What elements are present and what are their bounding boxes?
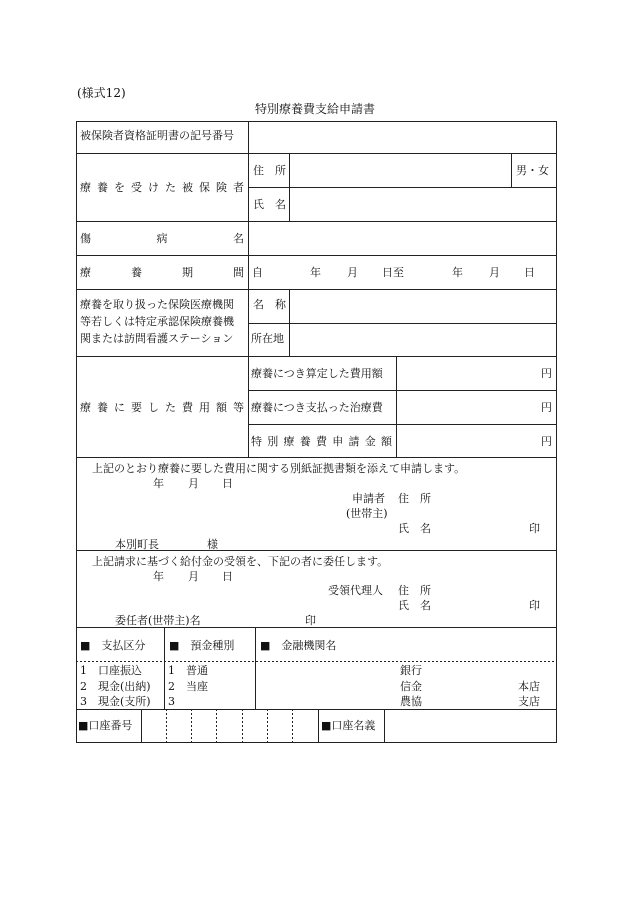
gender-selector[interactable]: 男・女 xyxy=(516,164,549,177)
period-year-1: 年 xyxy=(310,266,321,279)
delegator-label: 委任者(世帯主)名 xyxy=(115,614,201,627)
delegation-text: 上記請求に基づく給付金の受領を、下記の者に委任します。 xyxy=(92,555,389,568)
agent-seal: 印 xyxy=(529,599,540,612)
facility-location-label: 所在地 xyxy=(251,332,284,345)
cost-calculated-label: 療養につき算定した費用額 xyxy=(251,367,383,380)
period-month-2: 月 xyxy=(489,266,500,279)
addressee-honorific: 様 xyxy=(207,538,218,551)
address-field[interactable] xyxy=(291,155,509,186)
cost-paid-label: 療養につき支払った治療費 xyxy=(251,401,383,414)
agent-address-label: 住 所 xyxy=(398,584,431,597)
facility-location-field[interactable] xyxy=(291,325,555,355)
period-month-1: 月 xyxy=(347,266,358,279)
applicant-label: 申請者 xyxy=(352,492,385,505)
agent-label: 受領代理人 xyxy=(328,584,383,597)
declaration-year: 年 xyxy=(153,477,164,490)
branch-type-head-office: 本店 xyxy=(518,680,540,693)
period-day-to: 日至 xyxy=(382,266,404,279)
payment-method-option[interactable]: 2 現金(出納) xyxy=(80,680,151,693)
bank-type-credit-union: 信金 xyxy=(400,680,422,693)
period-label: 療 養 期 間 xyxy=(80,266,244,279)
cert-number-label: 被保険者資格証明書の記号番号 xyxy=(80,129,234,142)
address-label: 住 所 xyxy=(253,164,286,177)
account-number-label: ■口座番号 xyxy=(78,719,133,732)
deposit-type-option[interactable]: 3 xyxy=(168,695,175,708)
applicant-address-label: 住 所 xyxy=(398,492,431,505)
householder-label: (世帯主) xyxy=(346,507,388,520)
delegation-day: 日 xyxy=(222,570,233,583)
facility-label-line-2: 等若しくは特定承認保険療養機 xyxy=(80,315,234,328)
form-number-label: (様式12) xyxy=(77,86,126,100)
payment-method-header: ■ 支払区分 xyxy=(80,639,146,652)
cost-request-field[interactable] xyxy=(398,426,538,456)
cost-calculated-field[interactable] xyxy=(398,358,538,389)
bank-name-header: ■ 金融機関名 xyxy=(260,639,337,652)
costs-label: 療 養 に 要 し た 費 用 額 等 xyxy=(80,401,244,414)
injury-field[interactable] xyxy=(250,223,556,254)
delegator-seal: 印 xyxy=(305,614,316,627)
declaration-day: 日 xyxy=(222,477,233,490)
facility-label-line-3: 関または訪問看護ステーション xyxy=(80,332,234,345)
agent-name-label: 氏 名 xyxy=(398,599,431,612)
injury-label: 傷 病 名 xyxy=(80,232,244,245)
deposit-type-option[interactable]: 2 当座 xyxy=(168,680,208,693)
facility-label-line-1: 療養を取り扱った保険医療機関 xyxy=(80,298,234,311)
period-day-2: 日 xyxy=(524,266,535,279)
account-name-label: ■口座名義 xyxy=(321,719,376,732)
delegation-year: 年 xyxy=(153,570,164,583)
name-label: 氏 名 xyxy=(253,198,286,211)
deposit-type-header: ■ 預金種別 xyxy=(169,639,235,652)
insured-person-label: 療 養 を 受 け た 被 保 険 者 xyxy=(80,181,244,194)
cert-number-field[interactable] xyxy=(250,123,556,153)
branch-type-branch: 支店 xyxy=(518,695,540,708)
delegation-month: 月 xyxy=(188,570,199,583)
applicant-name-label: 氏 名 xyxy=(398,522,431,535)
deposit-type-option[interactable]: 1 普通 xyxy=(168,664,208,677)
period-from: 自 xyxy=(252,266,263,279)
cost-paid-field[interactable] xyxy=(398,392,538,423)
payment-method-option[interactable]: 3 現金(支所) xyxy=(80,695,151,708)
payment-method-option[interactable]: 1 口座振込 xyxy=(80,664,142,677)
yen-unit-3: 円 xyxy=(541,435,552,448)
account-name-field[interactable] xyxy=(386,711,554,741)
bank-type-agricultural-coop: 農協 xyxy=(400,695,422,708)
cost-request-label: 特 別 療 養 費 申 請 金 額 xyxy=(251,435,392,448)
addressee-label: 本別町長 xyxy=(115,538,159,551)
period-year-2: 年 xyxy=(452,266,463,279)
document-title: 特別療養費支給申請書 xyxy=(254,102,375,116)
declaration-month: 月 xyxy=(188,477,199,490)
yen-unit-2: 円 xyxy=(541,401,552,414)
name-field[interactable] xyxy=(291,189,555,220)
declaration-text: 上記のとおり療養に要した費用に関する別紙証拠書類を添えて申請します。 xyxy=(92,462,466,475)
applicant-seal: 印 xyxy=(529,522,540,535)
facility-name-label: 名 称 xyxy=(253,298,286,311)
bank-type-bank: 銀行 xyxy=(400,664,422,677)
yen-unit-1: 円 xyxy=(541,367,552,380)
facility-name-field[interactable] xyxy=(291,291,555,322)
